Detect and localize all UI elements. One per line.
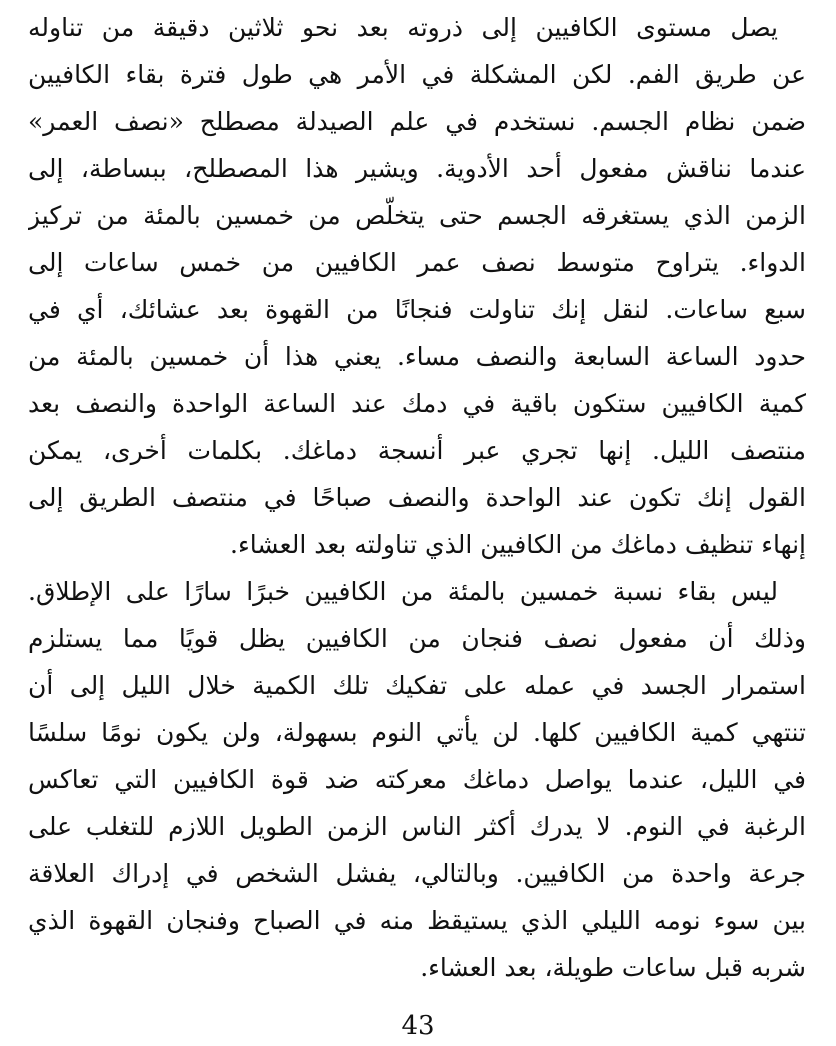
- text-line: في الليل، عندما يواصل دماغك معركته ضد قوة الكافيين التي تعاكس: [28, 765, 806, 794]
- text-line: تنتهي كمية الكافيين كلها. لن يأتي النوم بسهولة، ولن يكون نومًا سلسًا: [28, 718, 806, 747]
- text-line: الدواء. يتراوح متوسط نصف عمر الكافيين من خمس ساعات إلى: [28, 248, 806, 277]
- text-line: شربه قبل ساعات طويلة، بعد العشاء.: [420, 953, 806, 982]
- text-line: منتصف الليل. إنها تجري عبر أنسجة دماغك. بكلمات أخرى، يمكن: [28, 436, 806, 465]
- text-line: سبع ساعات. لنقل إنك تناولت فنجانًا من القهوة بعد عشائك، أي في: [28, 295, 806, 324]
- text-line: ليس بقاء نسبة خمسين بالمئة من الكافيين خبرًا سارًا على الإطلاق.: [28, 577, 778, 606]
- text-line: الزمن الذي يستغرقه الجسم حتى يتخلّص من خمسين بالمئة من تركيز: [28, 201, 806, 230]
- paragraph-1: [28, 4, 806, 568]
- text-line: جرعة واحدة من الكافيين. وبالتالي، يفشل الشخص في إدراك العلاقة: [28, 859, 806, 888]
- text-line: يصل مستوى الكافيين إلى ذروته بعد نحو ثلاثين دقيقة من تناوله: [28, 13, 778, 42]
- paragraph-2: [28, 568, 806, 991]
- text-line: القول إنك تكون عند الواحدة والنصف صباحًا في منتصف الطريق إلى: [28, 483, 806, 512]
- text-line: ضمن نظام الجسم. نستخدم في علم الصيدلة مصطلح «نصف العمر»: [28, 107, 806, 136]
- text-line: استمرار الجسد في عمله على تفكيك تلك الكمية خلال الليل إلى أن: [28, 671, 806, 700]
- text-line: إنهاء تنظيف دماغك من الكافيين الذي تناولته بعد العشاء.: [230, 530, 806, 559]
- text-line: بين سوء نومه الليلي الذي يستيقظ منه في الصباح وفنجان القهوة الذي: [28, 906, 806, 935]
- text-line: عندما نناقش مفعول أحد الأدوية. ويشير هذا المصطلح، ببساطة، إلى: [28, 154, 806, 183]
- text-line: وذلك أن مفعول نصف فنجان من الكافيين يظل قويًا مما يستلزم: [28, 624, 806, 653]
- text-line: كمية الكافيين ستكون باقية في دمك عند الساعة الواحدة والنصف بعد: [28, 389, 806, 418]
- page-number: 43: [401, 1011, 435, 1041]
- text-line: حدود الساعة السابعة والنصف مساء. يعني هذا أن خمسين بالمئة من: [28, 342, 806, 371]
- text-line: الرغبة في النوم. لا يدرك أكثر الناس الزمن الطويل اللازم للتغلب على: [28, 812, 806, 841]
- text-line: عن طريق الفم. لكن المشكلة في الأمر هي طول فترة بقاء الكافيين: [28, 60, 806, 89]
- book-page: [28, 4, 806, 991]
